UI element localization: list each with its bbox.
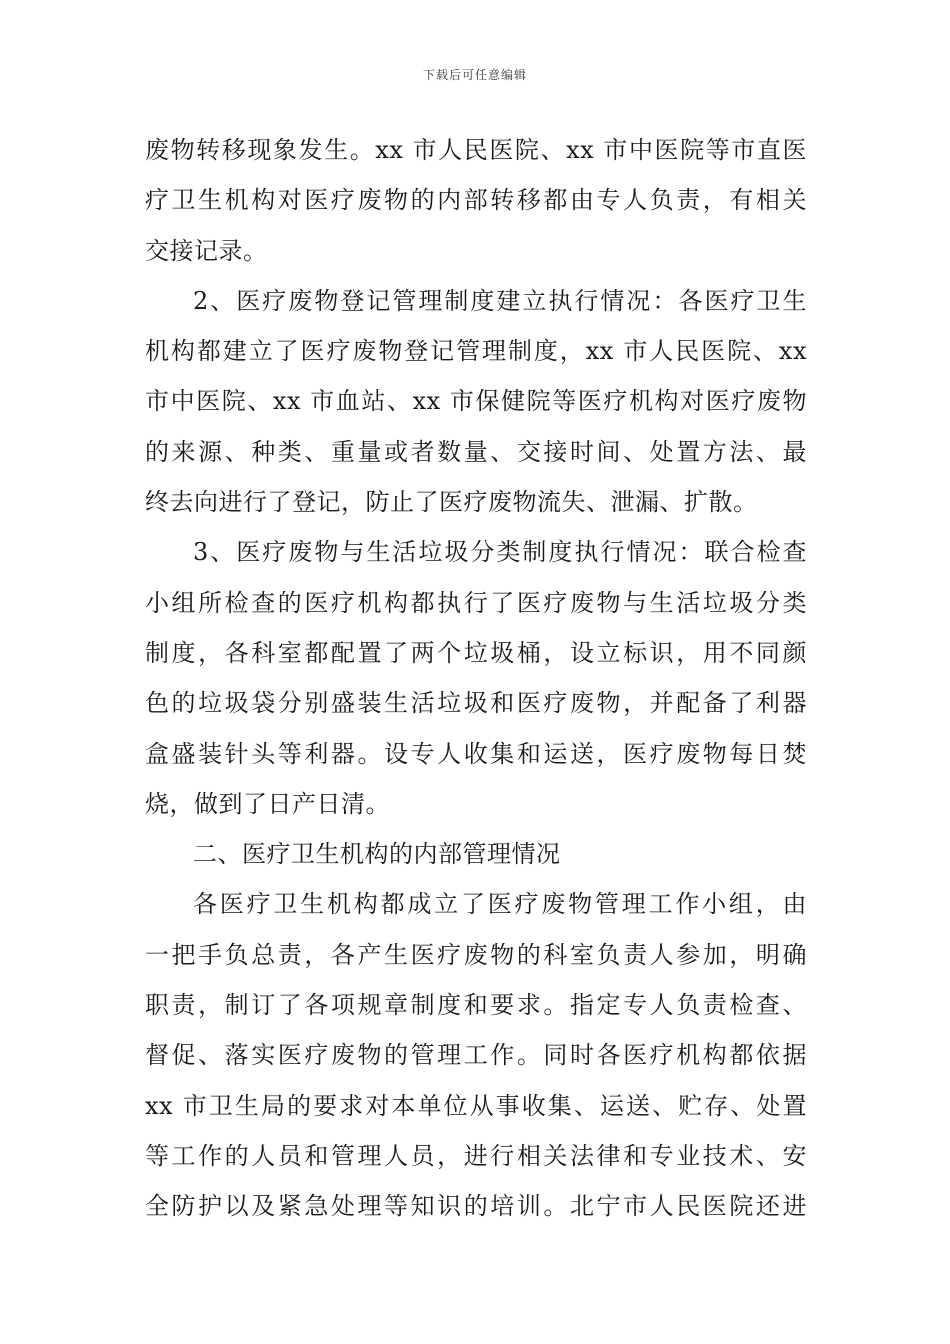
- text-line: 色的垃圾袋分别盛装生活垃圾和医疗废物，并配备了利器: [145, 689, 807, 718]
- text-line: 交接记录。: [145, 236, 268, 265]
- text-line: 职责，制订了各项规章制度和要求。指定专人负责检查、: [145, 991, 807, 1020]
- paragraph-start-line: 3、医疗废物与生活垃圾分类制度执行情况：联合检查: [193, 538, 807, 567]
- text-line: 小组所检查的医疗机构都执行了医疗废物与生活垃圾分类: [145, 588, 807, 617]
- page-header: 下载后可任意编辑: [422, 68, 527, 82]
- document-body: [145, 125, 807, 1232]
- text-line: 制度，各科室都配置了两个垃圾桶，设立标识，用不同颜: [145, 638, 807, 667]
- text-line: 市中医院、xx 市血站、xx 市保健院等医疗机构对医疗废物: [145, 387, 807, 416]
- section-heading: 二、医疗卫生机构的内部管理情况: [193, 840, 561, 869]
- paragraph-start-line: 2、医疗废物登记管理制度建立执行情况：各医疗卫生: [193, 286, 807, 315]
- text-line: 废物转移现象发生。xx 市人民医院、xx 市中医院等市直医: [145, 136, 807, 164]
- text-line: 疗卫生机构对医疗废物的内部转移都由专人负责，有相关: [145, 186, 807, 215]
- text-line: 督促、落实医疗废物的管理工作。同时各医疗机构都依据: [145, 1041, 807, 1070]
- text-line: 等工作的人员和管理人员，进行相关法律和专业技术、安: [145, 1141, 807, 1170]
- text-line: xx 市卫生局的要求对本单位从事收集、运送、贮存、处置: [145, 1091, 807, 1120]
- text-line: 盒盛装针头等利器。设专人收集和运送，医疗废物每日焚: [145, 739, 807, 768]
- text-line: 机构都建立了医疗废物登记管理制度，xx 市人民医院、xx: [145, 337, 807, 366]
- paragraph-start-line: 各医疗卫生机构都成立了医疗废物管理工作小组，由: [193, 890, 807, 919]
- text-line: 的来源、种类、重量或者数量、交接时间、处置方法、最: [145, 437, 807, 466]
- text-line: 一把手负总责，各产生医疗废物的科室负责人参加，明确: [145, 940, 807, 969]
- text-line: 烧，做到了日产日清。: [145, 789, 390, 818]
- text-line: 终去向进行了登记，防止了医疗废物流失、泄漏、扩散。: [145, 488, 758, 517]
- text-line: 全防护以及紧急处理等知识的培训。北宁市人民医院还进: [145, 1192, 807, 1221]
